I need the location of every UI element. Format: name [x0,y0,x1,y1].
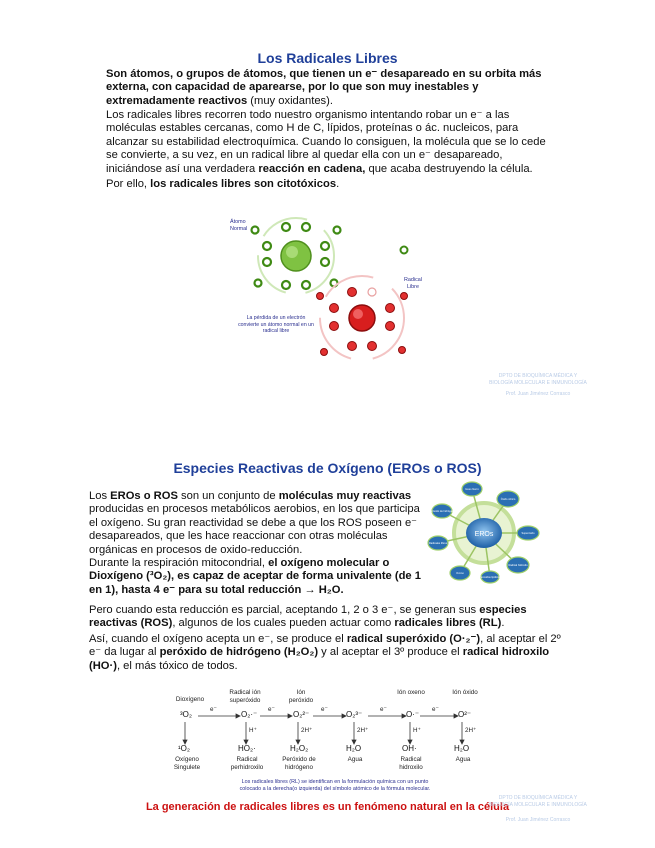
chain-product-label: Oxígeno Singulete [173,756,201,771]
chain-product-label: Radical perhidroxilo [230,756,264,771]
chain-top-label: Dioxígeno [175,696,205,703]
chain-species: O₂³⁻ [346,710,363,719]
label-radical: Radical Libre [404,277,422,290]
p2-bold: reacción en cadena, [258,162,366,175]
section2-paragraph-3: Pero cuando esta reducción es parcial, aceptando 1, 2 o 3 e⁻, se generan sus especies reactivas (ROS), algunos de los cuales pueden actuar como radicales libres (RL). [89,604,527,630]
chain-product-label: Peróxido de hidrógeno [282,756,316,771]
section2-paragraph-4: Así, cuando el oxígeno acepta un e⁻, se produce el radical superóxido (O·₂⁻), al aceptar el 2º e⁻ da lugar al peróxido de hidrógeno (H₂O₂) y al aceptar el 3º produce el radical hidroxilo (HO·), el más tóxico de todos. [89,633,561,672]
chain-species: O₂²⁻ [293,710,310,719]
section2-paragraph-2: Durante la respiración mitocondrial, el oxígeno molecular o Dioxígeno (³O₂), es capaz de aceptar de forma univalente (de 1 en 1), hasta 4 e⁻ para su total reducción → H₂O. [89,557,421,596]
chain-note: Los radicales libres (RL) se identifican en la formulación química con un punto colocado a la derecha(o izquierda) del símbolo atómico de la fórmula molecular. [239,779,431,792]
chain-top-label: Ión óxido [452,689,478,696]
label-normal-atom: Átomo Normal [230,219,248,232]
ros-network-diagram [420,477,550,587]
chain-product: H₂O [454,744,470,753]
chain-product-label: Agua [347,756,363,763]
free-electron-icon [401,247,408,254]
chain-arrows [168,686,498,778]
ros-node-label: Radicales libres [428,542,448,545]
p3-text: Por ello, [106,178,151,190]
ros-node-label: Iones hierro [465,488,479,491]
p3-bold: los radicales libres son citotóxicos [150,178,337,190]
chain-product: H₂O [346,744,362,753]
chain-species: O·⁻ [406,710,420,719]
intro-bold: Son átomos, o grupos de átomos, que tienen un e⁻ desapareado en su orbita más externa, con capacidad de aparearse, por lo que son muy inestables y extremadamente reactivos [106,68,542,107]
p2-tail: que acaba destruyendo la célula. [365,162,533,175]
chain-species: O²⁻ [458,710,472,719]
watermark-2: DPTO DE BIOQUÍMICA MÉDICA Y BIOLOGÍA MOLECULAR E INMUNOLOGÍA Prof. Juan Jiménez Corrasco [489,795,587,823]
chain-top-label: Radical ión superóxido [229,689,261,704]
ros-node-label: Peroxidos lipídicos [479,576,501,579]
atom-figure [222,208,432,370]
chain-proton: 2H⁺ [301,727,313,734]
section1-paragraph-3 [106,178,551,191]
chain-product-label: Radical hidroxilo [399,756,423,771]
chain-proton: 2H⁺ [357,727,369,734]
ros-node-label: Ozono [456,572,464,575]
ros-node-label: Superóxido [521,532,535,535]
chain-top-label: Ión oxeno [397,689,425,696]
chain-species: ³O₂ [180,710,192,719]
conclusion: La generación de radicales libres es un fenómeno natural en la célula [145,801,510,813]
chain-product-label: Agua [455,756,471,763]
reduction-chain [168,686,498,778]
chain-e-label: e⁻ [321,706,328,713]
chain-product: ¹O₂ [178,744,190,753]
section1-title: Los Radicales Libres [257,50,398,66]
p2-text: Los radicales libres recorren todo nuestro organismo intentando robar un e⁻ a las moléculas estables cercanas, como H de C, lípidos, proteínas o ác. nucleicos, para alcanzar su estabilidad electroquímica. Cuando lo consiguen, la molécula que se lo cede se convierte, a su vez, en un radical libre al quedar ella con un e⁻ desapareado, iniciándose así una verdadera [106,109,546,175]
chain-top-label: Ión peróxido [288,689,314,704]
chain-e-label: e⁻ [432,706,439,713]
chain-proton: H⁺ [249,727,257,734]
section2-paragraph-1: Los EROs o ROS son un conjunto de moléculas muy reactivas producidas en procesos metabólicos aerobios, en los que participa el oxígeno. Su gran reactividad se debe a que los ROS poseen e⁻ desapareados, que les hace reaccionar con otras moléculas orgánicas en procesos de oxido-reducción. [89,490,420,556]
section1-intro [106,68,556,108]
chain-product: H₂O₂ [290,744,309,753]
chain-e-label: e⁻ [380,706,387,713]
chain-proton: H⁺ [413,727,421,734]
chain-e-label: e⁻ [268,706,275,713]
chain-product: OH· [402,744,417,753]
atom-caption: La pérdida de un electrón convierte un átomo normal en un radical libre [238,315,314,334]
ros-node-label: Óxido nítrico [500,498,516,501]
p3-tail: . [336,178,340,190]
missing-electron-icon [368,288,376,296]
watermark-1: DPTO DE BIOQUÍMICA MÉDICA Y BIOLOGÍA MOLECULAR E INMUNOLOGÍA Prof. Juan Jiménez Corrasco [489,373,587,397]
chain-e-label: e⁻ [210,706,217,713]
chain-product: HO₂· [238,744,256,753]
ros-network [420,477,550,587]
chain-species: O₂·⁻ [241,710,258,719]
intro-tail: (muy oxidantes). [247,94,333,107]
chain-proton: 2H⁺ [465,727,477,734]
section2-title: Especies Reactivas de Oxígeno (EROs o ROS) [173,460,482,476]
ros-node-label: Peróxido de hidrógeno [428,510,456,513]
atom-diagram [222,208,432,370]
ros-node-label: Radical hidroxilo [508,564,528,567]
section1-paragraph-2 [106,109,551,176]
ros-center-label: EROs [474,531,494,538]
radical-nucleus [349,305,375,331]
